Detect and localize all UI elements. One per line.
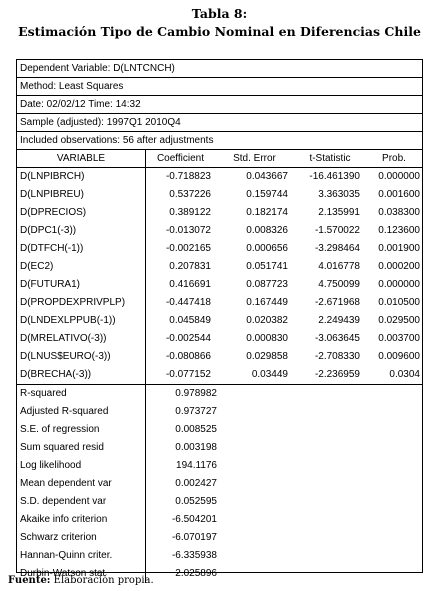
coefficient-cell: -0.077152 (165, 369, 211, 380)
variable-cell: D(DPRECIOS) (17, 204, 146, 222)
column-header-coefficient: Coefficient (156, 153, 205, 164)
table-row (17, 348, 422, 366)
t-statistic-cell: -2.708330 (314, 351, 360, 362)
t-statistic-cell: -2.671968 (314, 297, 360, 308)
t-statistic-cell: -3.298464 (314, 243, 360, 254)
column-header-variable: VARIABLE (17, 150, 146, 167)
observations: Included observations: 56 after adjustments (17, 132, 422, 150)
prob-cell: 0.029500 (378, 315, 420, 326)
variable-cell: D(LNDEXLPPUB(-1)) (17, 312, 146, 330)
stat-row (17, 547, 422, 565)
dependent-variable: Dependent Variable: D(LNTCNCH) (17, 60, 422, 78)
stat-value: 0.008525 (175, 424, 217, 435)
stat-value: 194.1176 (176, 460, 217, 471)
stat-value: 0.002427 (175, 478, 217, 489)
coefficients-body (17, 168, 422, 385)
t-statistic-cell: 4.750099 (318, 279, 360, 290)
prob-cell: 0.000000 (378, 171, 420, 182)
std-error-cell: 0.051741 (246, 261, 288, 272)
t-statistic-cell: -3.063645 (314, 333, 360, 344)
table-row (17, 222, 422, 240)
table-row (17, 186, 422, 204)
table-row (17, 366, 422, 384)
variable-cell: D(DTFCH(-1)) (17, 240, 146, 258)
prob-cell: 0.003700 (378, 333, 420, 344)
stat-label: S.D. dependent var (17, 493, 146, 511)
table-row (17, 330, 422, 348)
stat-label: Adjusted R-squared (17, 403, 146, 421)
std-error-cell: 0.159744 (246, 189, 288, 200)
stat-row (17, 475, 422, 493)
stat-label: Log likelihood (17, 457, 146, 475)
table-row (17, 168, 422, 186)
stat-label: Durbin-Watson stat (17, 565, 146, 583)
stat-row (17, 439, 422, 457)
stat-value: 0.973727 (175, 406, 217, 417)
t-statistic-cell: 4.016778 (318, 261, 360, 272)
variable-cell: D(LNUS$EURO(-3)) (17, 348, 146, 366)
variable-cell: D(LNPIBREU) (17, 186, 146, 204)
date-time: Date: 02/02/12 Time: 14:32 (17, 96, 422, 114)
std-error-cell: 0.087723 (246, 279, 288, 290)
method: Method: Least Squares (17, 78, 422, 96)
std-error-cell: 0.008326 (246, 225, 288, 236)
coefficient-cell: 0.416691 (169, 279, 211, 290)
statistics-body (17, 385, 422, 583)
coefficient-cell: 0.207831 (169, 261, 211, 272)
stat-label: R-squared (17, 385, 146, 403)
variable-cell: D(DPC1(-3)) (17, 222, 146, 240)
stat-label: Sum squared resid (17, 439, 146, 457)
std-error-cell: 0.043667 (246, 171, 288, 182)
source-label: Fuente: (8, 575, 51, 586)
table-row (17, 312, 422, 330)
prob-cell: 0.001600 (378, 189, 420, 200)
stat-value: -6.504201 (171, 514, 217, 525)
stat-value: 0.978982 (175, 388, 217, 399)
source-note (8, 575, 154, 586)
stat-value: -6.335938 (171, 550, 217, 561)
stat-label: S.E. of regression (17, 421, 146, 439)
prob-cell: 0.001900 (378, 243, 420, 254)
table-row (17, 204, 422, 222)
std-error-cell: 0.182174 (246, 207, 288, 218)
stat-value: -6.070197 (171, 532, 217, 543)
stat-value: 0.052595 (175, 496, 217, 507)
source-text: Elaboración propia. (50, 575, 154, 586)
table-number: Tabla 8: (191, 6, 248, 21)
table-title: Estimación Tipo de Cambio Nominal en Diferencias Chile (18, 24, 421, 39)
table-row (17, 294, 422, 312)
prob-cell: 0.123600 (378, 225, 420, 236)
t-statistic-cell: -2.236959 (314, 369, 360, 380)
table-row (17, 258, 422, 276)
column-header-row (17, 150, 422, 168)
t-statistic-cell: 3.363035 (318, 189, 360, 200)
stat-row (17, 493, 422, 511)
prob-cell: 0.038300 (378, 207, 420, 218)
coefficient-cell: 0.045849 (169, 315, 211, 326)
t-statistic-cell: -1.570022 (314, 225, 360, 236)
std-error-cell: 0.000830 (246, 333, 288, 344)
coefficient-cell: -0.447418 (165, 297, 211, 308)
prob-cell: 0.000000 (378, 279, 420, 290)
variable-cell: D(FUTURA1) (17, 276, 146, 294)
column-header-prob: Prob. (382, 153, 406, 164)
table-row (17, 276, 422, 294)
stat-label: Schwarz criterion (17, 529, 146, 547)
sample: Sample (adjusted): 1997Q1 2010Q4 (17, 114, 422, 132)
coefficient-cell: -0.080866 (165, 351, 211, 362)
prob-cell: 0.0304 (389, 369, 420, 380)
std-error-cell: 0.167449 (246, 297, 288, 308)
stat-value: 2.025896 (175, 568, 217, 579)
stat-value: 0.003198 (175, 442, 217, 453)
stat-row (17, 529, 422, 547)
t-statistic-cell: 2.249439 (318, 315, 360, 326)
regression-table (16, 59, 423, 579)
coefficient-cell: -0.002544 (165, 333, 211, 344)
t-statistic-cell: -16.461390 (309, 171, 360, 182)
column-header-t-statistic: t-Statistic (309, 153, 351, 164)
variable-cell: D(BRECHA(-3)) (17, 366, 146, 384)
prob-cell: 0.009600 (378, 351, 420, 362)
prob-cell: 0.000200 (378, 261, 420, 272)
stat-label: Hannan-Quinn criter. (17, 547, 146, 565)
std-error-cell: 0.029858 (246, 351, 288, 362)
coefficient-cell: 0.537226 (169, 189, 211, 200)
std-error-cell: 0.020382 (246, 315, 288, 326)
variable-cell: D(MRELATIVO(-3)) (17, 330, 146, 348)
t-statistic-cell: 2.135991 (318, 207, 360, 218)
std-error-cell: 0.000656 (246, 243, 288, 254)
coefficient-cell: -0.013072 (165, 225, 211, 236)
variable-cell: D(EC2) (17, 258, 146, 276)
stat-label: Mean dependent var (17, 475, 146, 493)
variable-cell: D(LNPIBRCH) (17, 168, 146, 186)
stat-label: Akaike info criterion (17, 511, 146, 529)
stat-row (17, 511, 422, 529)
coefficient-cell: -0.002165 (165, 243, 211, 254)
stat-row (17, 421, 422, 439)
stat-row (17, 457, 422, 475)
prob-cell: 0.010500 (378, 297, 420, 308)
variable-cell: D(PROPDEXPRIVPLP) (17, 294, 146, 312)
coefficient-cell: -0.718823 (165, 171, 211, 182)
coefficient-cell: 0.389122 (169, 207, 211, 218)
stat-row (17, 385, 422, 403)
std-error-cell: 0.03449 (251, 369, 288, 380)
column-header-std-error: Std. Error (233, 153, 276, 164)
stat-row (17, 403, 422, 421)
table-row (17, 240, 422, 258)
